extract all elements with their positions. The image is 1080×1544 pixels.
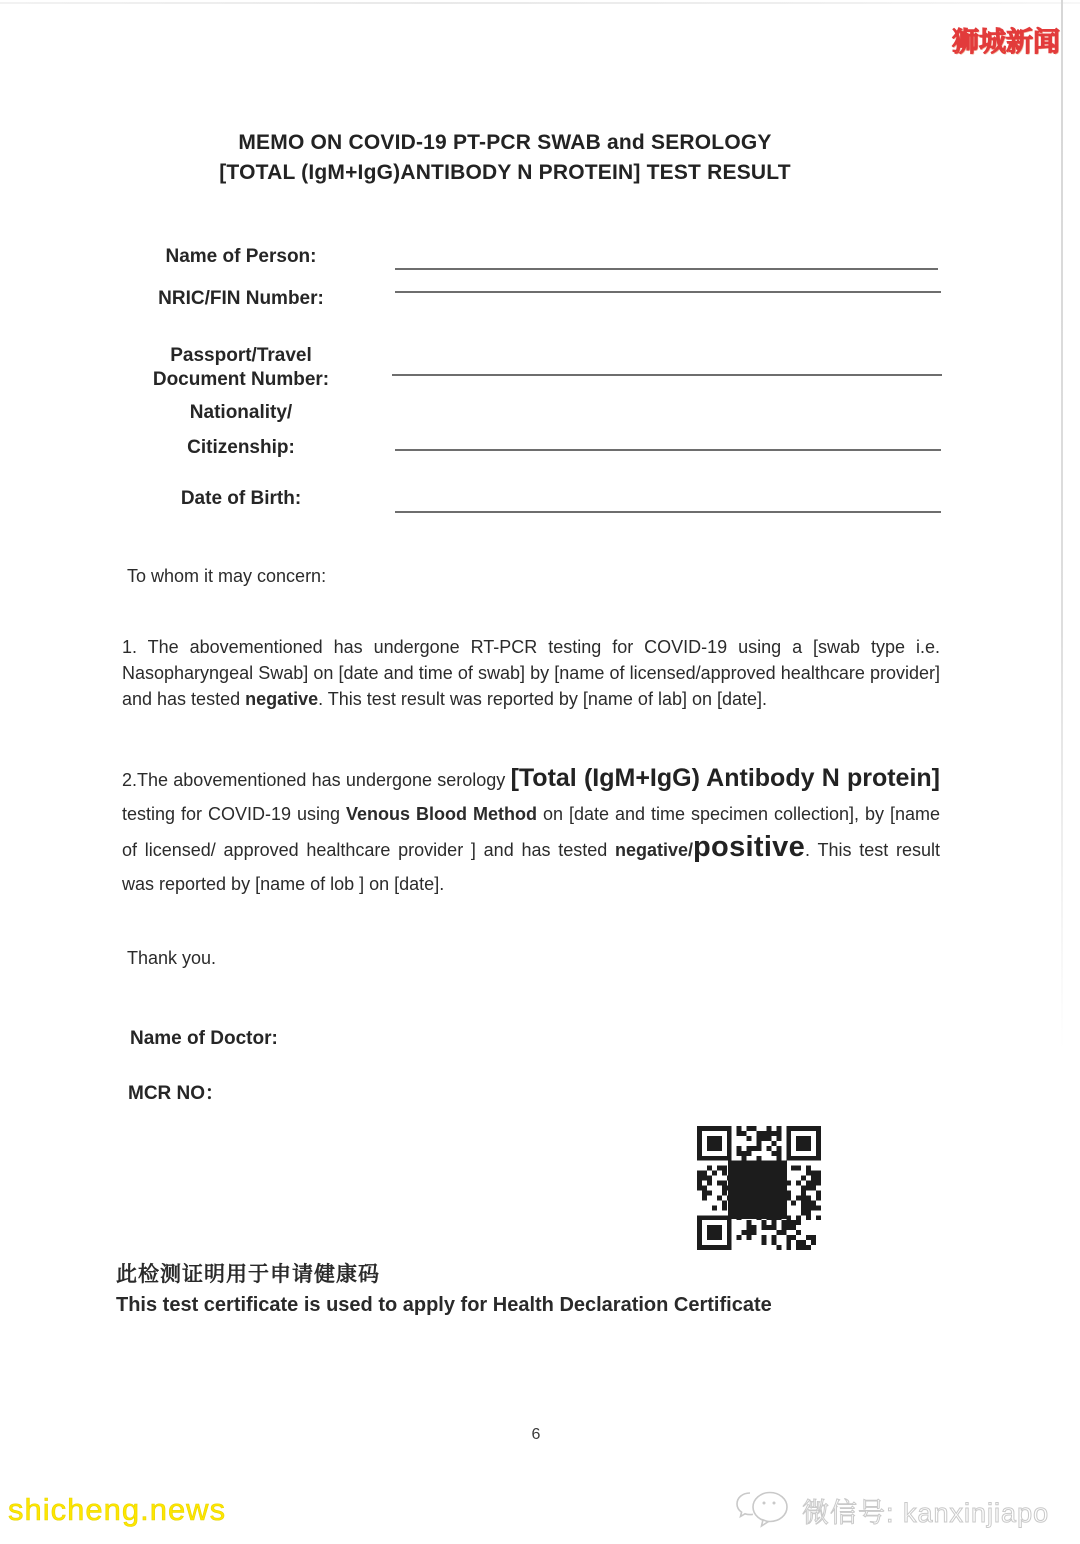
- mcr-number-label: MCR NO：: [128, 1083, 225, 1104]
- field-label-passport-line1: Passport/Travel: [170, 345, 312, 366]
- note-english: This test certificate is used to apply for Health Declaration Certificate: [116, 1294, 772, 1316]
- page-number: 6: [531, 1426, 541, 1443]
- field-label-passport-line2: Document Number:: [152, 369, 330, 390]
- field-label-nationality-line1: Nationality/: [189, 402, 293, 423]
- field-label-nric-fin: NRIC/FIN Number:: [158, 288, 324, 309]
- paragraph-2: [122, 762, 940, 901]
- paragraph-2-negative: negative/: [615, 840, 694, 860]
- watermark-shicheng-cn: 狮城新闻: [952, 27, 1060, 57]
- field-line-nric-fin: [395, 291, 941, 293]
- watermark-shicheng-news: shicheng.news: [8, 1492, 227, 1527]
- note-chinese: 此检测证明用于申请健康码: [116, 1263, 380, 1286]
- paragraph-1-tail: . This test result was reported by [name of lab] on [date].: [318, 689, 768, 709]
- closing-thank-you: Thank you.: [127, 948, 217, 968]
- scan-edge-right: [1061, 0, 1063, 1050]
- field-line-passport: [392, 374, 942, 376]
- field-line-nationality: [395, 449, 941, 451]
- paragraph-2-positive: positive: [693, 831, 806, 863]
- qr-code: [697, 1126, 821, 1250]
- field-label-name-of-person: Name of Person:: [165, 246, 317, 267]
- field-line-date-of-birth: [395, 511, 941, 513]
- field-line-name-of-person: [395, 268, 938, 270]
- paragraph-1: [122, 634, 940, 712]
- paragraph-1-text: 1. The abovementioned has undergone RT-PCR testing for COVID-19 using a [swab type i.e. Nasopharyngeal Swab] on [date and time of swab] by [name of licensed/approved healthcare provider] and has tested: [122, 637, 940, 709]
- paragraph-2-text2: testing for COVID-19 using: [122, 803, 347, 824]
- paragraph-2-venous-bold: Venous Blood Method: [346, 803, 537, 824]
- memo-title-line1: MEMO ON COVID-19 PT-PCR SWAB and SEROLOGY: [238, 131, 772, 154]
- watermark-wechat-id: 微信号: kanxinjiapo: [802, 1498, 1050, 1528]
- doctor-name-label: Name of Doctor:: [130, 1028, 278, 1049]
- qr-code-image: [697, 1126, 821, 1250]
- scan-edge-top: [0, 2, 1080, 4]
- field-label-date-of-birth: Date of Birth:: [180, 488, 302, 509]
- memo-title: [0, 128, 1010, 188]
- paragraph-2-text: 2.The abovementioned has undergone serology: [122, 770, 511, 790]
- wechat-icon: [736, 1487, 796, 1531]
- paragraph-2-text3: on [date and time specimen collection], by [name of licensed/ approved healthcare provider ] and has tested: [122, 803, 940, 860]
- paragraph-1-negative: negative: [245, 689, 319, 709]
- field-label-nationality-line2: Citizenship:: [187, 437, 295, 458]
- salutation: To whom it may concern:: [127, 566, 327, 586]
- paragraph-2-antibody-bold: [Total (IgM+IgG) Antibody N protein]: [510, 764, 940, 792]
- memo-title-line2: [TOTAL (IgM+IgG)ANTIBODY N PROTEIN] TEST RESULT: [219, 161, 791, 184]
- paragraph-2-tail: . This test result was reported by [name of lob ] on [date].: [122, 840, 940, 894]
